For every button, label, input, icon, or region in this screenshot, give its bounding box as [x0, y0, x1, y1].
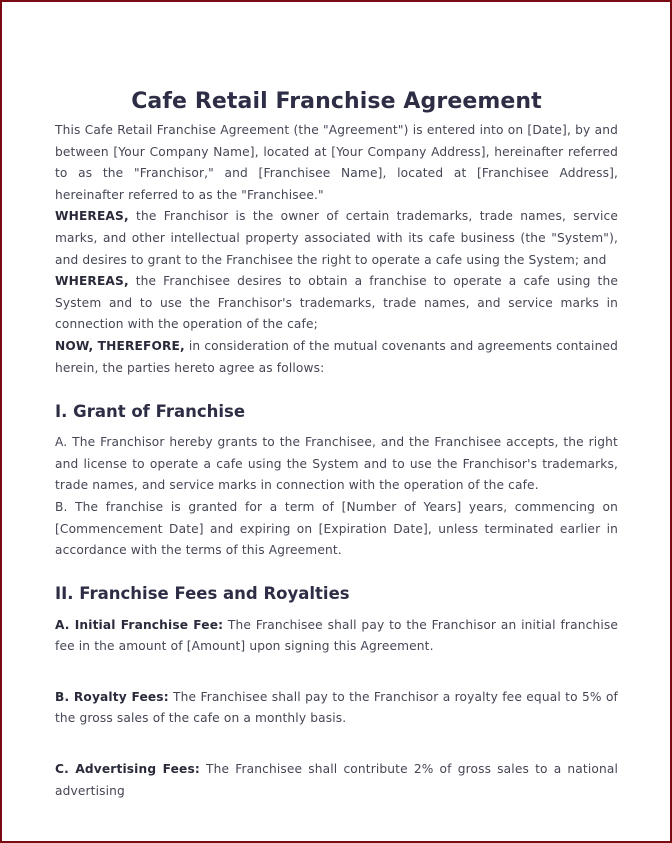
fee-text-advertising: The Franchisee shall contribute 2% of gross sales to a national advertising [55, 762, 618, 798]
fee-lead-initial: A. Initial Franchise Fee: [55, 617, 224, 632]
section-heading-fees: II. Franchise Fees and Royalties [55, 583, 350, 603]
whereas-paragraph-1 [55, 206, 618, 271]
now-therefore-lead: NOW, THEREFORE, [55, 338, 185, 353]
document-body [55, 86, 618, 802]
fee-text-initial: The Franchisee shall pay to the Franchisor an initial franchise fee in the amount of [Amount] upon signing this Agreement. [55, 617, 618, 654]
whereas-text-2: the Franchisee desires to obtain a franchise to operate a cafe using the System and to use the Franchisor's trademarks, trade names, and service marks in connection with the operation of the cafe; [55, 274, 618, 332]
whereas-paragraph-2 [55, 271, 618, 336]
whereas-text-1: the Franchisor is the owner of certain trademarks, trade names, service marks, and other intellectual property associated with its cafe business (the "System"), and desires to grant to the Franchisee the right to operate a cafe using the System; and [55, 209, 618, 267]
now-therefore-text: in consideration of the mutual covenants and agreements contained herein, the parties hereto agree as follows: [55, 338, 618, 375]
intro-paragraph: This Cafe Retail Franchise Agreement (the "Agreement") is entered into on [Date], by and between [Your Company Name], located at [Your Company Address], hereinafter referred to as the "Franchisor," and [Franchisee Name], located at [Franchisee Address], hereinafter referred to as the "Franchisee." [55, 123, 618, 202]
whereas-lead-1: WHEREAS, [55, 209, 129, 224]
fee-text-royalty: The Franchisee shall pay to the Franchisor a royalty fee equal to 5% of the gross sales of the cafe on a monthly basis. [55, 689, 618, 726]
whereas-lead-2: WHEREAS, [55, 274, 129, 289]
fee-paragraph-advertising [55, 759, 618, 802]
document-title: Cafe Retail Franchise Agreement [131, 89, 542, 114]
fee-lead-royalty: B. Royalty Fees: [55, 689, 169, 704]
now-therefore-paragraph [55, 336, 618, 379]
fee-paragraph-initial [55, 615, 618, 658]
section-heading-grant: I. Grant of Franchise [55, 402, 246, 422]
grant-paragraph-a: A. The Franchisor hereby grants to the Franchisee, and the Franchisee accepts, the right and license to operate a cafe using the System and to use the Franchisor's trademarks, trade names, and service marks in connection with the operation of the cafe. [55, 435, 618, 493]
grant-paragraph-b: B. The franchise is granted for a term of [Number of Years] years, commencing on [Commencement Date] and expiring on [Expiration Date], unless terminated earlier in accordance with the terms of this Agreement. [55, 499, 618, 558]
fee-lead-advertising: C. Advertising Fees: [55, 762, 200, 777]
fee-paragraph-royalty [55, 687, 618, 730]
